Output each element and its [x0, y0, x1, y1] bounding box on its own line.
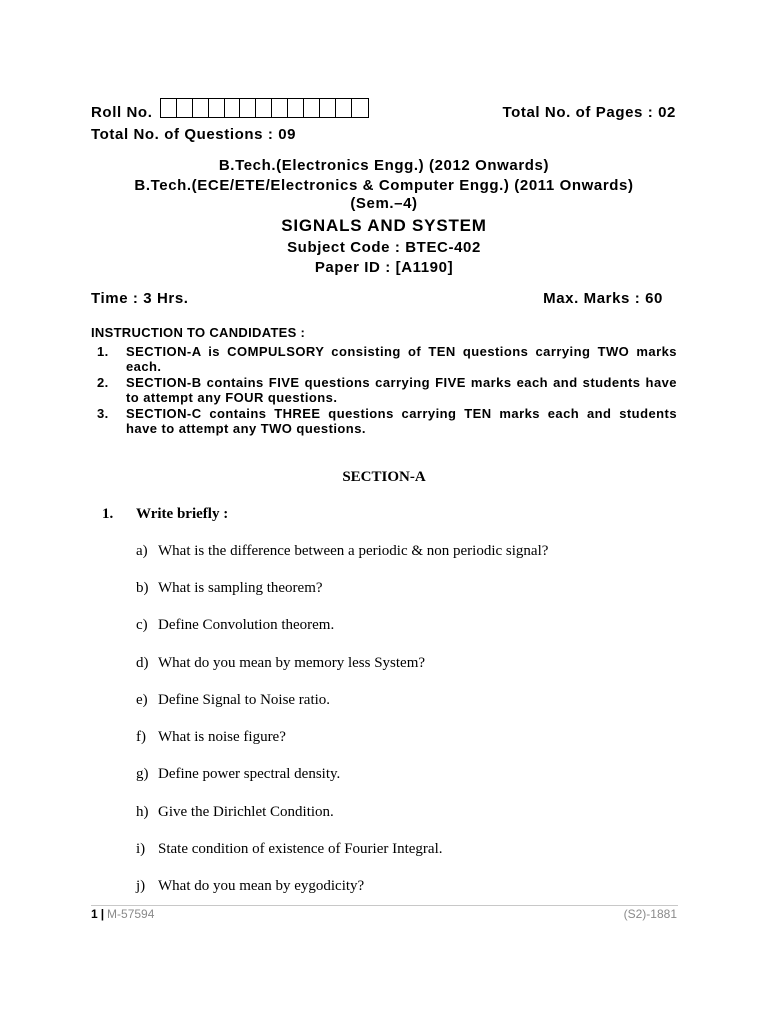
roll-number-digit-box[interactable] [304, 99, 320, 117]
roll-number-digit-box[interactable] [336, 99, 352, 117]
sub-question-text: What is noise figure? [158, 729, 286, 745]
semester: (Sem.–4) [350, 195, 418, 212]
roll-number-boxes[interactable] [160, 98, 369, 118]
course-line-1: B.Tech.(Electronics Engg.) (2012 Onwards) [218, 157, 550, 174]
paper-id: Paper ID : [A1190] [314, 259, 454, 276]
sub-question-text: Define power spectral density. [158, 766, 341, 782]
sub-question-text: What do you mean by eygodicity? [158, 878, 365, 894]
max-marks: Max. Marks : 60 [543, 290, 663, 307]
roll-number-digit-box[interactable] [161, 99, 177, 117]
instruction-text: SECTION-C contains THREE questions carrying TEN marks each and students have to attempt any TWO questions. [126, 406, 677, 436]
roll-number-digit-box[interactable] [288, 99, 304, 117]
roll-number-digit-box[interactable] [193, 99, 209, 117]
footer-separator: | [100, 907, 105, 921]
sub-question-label: b) [136, 580, 149, 596]
roll-number-digit-box[interactable] [352, 99, 368, 117]
instruction-number: 1. [97, 344, 109, 359]
instruction-item [91, 406, 677, 436]
footer-left [91, 907, 154, 921]
section-a-heading: SECTION-A [342, 469, 426, 485]
instruction-number: 3. [97, 406, 109, 421]
roll-number-digit-box[interactable] [272, 99, 288, 117]
roll-number-digit-box[interactable] [240, 99, 256, 117]
total-questions: Total No. of Questions : 09 [91, 126, 297, 143]
sub-question-text: Define Convolution theorem. [158, 617, 335, 633]
sub-question [136, 804, 334, 821]
sub-question [136, 766, 340, 783]
sub-question-label: j) [136, 878, 146, 894]
sub-question-text: What is the difference between a periodic & non periodic signal? [158, 543, 549, 559]
instruction-text: SECTION-A is COMPULSORY consisting of TEN questions carrying TWO marks each. [126, 344, 677, 374]
sub-question [136, 841, 443, 858]
question-title: Write briefly : [136, 506, 229, 522]
course-line-2: B.Tech.(ECE/ETE/Electronics & Computer Engg.) (2011 Onwards) [134, 177, 634, 194]
footer-divider [91, 905, 678, 906]
sub-question-label: a) [136, 543, 148, 559]
roll-number-digit-box[interactable] [225, 99, 241, 117]
footer-series-code: (S2)-1881 [623, 907, 677, 921]
sub-question-label: d) [136, 655, 149, 671]
exam-time: Time : 3 Hrs. [91, 290, 189, 307]
instruction-item [91, 375, 677, 405]
total-pages: Total No. of Pages : 02 [502, 104, 676, 121]
instruction-item [91, 344, 677, 374]
question-number: 1. [102, 506, 114, 522]
sub-question-label: c) [136, 617, 148, 633]
sub-question-text: What is sampling theorem? [158, 580, 323, 596]
sub-question [136, 543, 548, 560]
sub-question [136, 692, 330, 709]
sub-question [136, 580, 323, 597]
sub-question [136, 617, 334, 634]
instructions-title: INSTRUCTION TO CANDIDATES : [91, 325, 306, 340]
page-number: 1 [91, 907, 98, 921]
roll-number-digit-box[interactable] [256, 99, 272, 117]
sub-question-label: i) [136, 841, 146, 857]
sub-question-label: e) [136, 692, 148, 708]
sub-question [136, 729, 286, 746]
roll-number-digit-box[interactable] [320, 99, 336, 117]
footer-paper-code: M-57594 [107, 907, 155, 921]
sub-question-label: h) [136, 804, 149, 820]
subject-code: Subject Code : BTEC-402 [287, 239, 481, 256]
instruction-text: SECTION-B contains FIVE questions carrying FIVE marks each and students have to attempt any FOUR questions. [126, 375, 677, 405]
sub-question-text: What do you mean by memory less System? [158, 655, 426, 671]
sub-question-text: Give the Dirichlet Condition. [158, 804, 334, 820]
subject-title: SIGNALS AND SYSTEM [281, 216, 487, 235]
instruction-number: 2. [97, 375, 109, 390]
roll-number-digit-box[interactable] [209, 99, 225, 117]
sub-question [136, 655, 425, 672]
sub-question-label: f) [136, 729, 146, 745]
sub-question [136, 878, 364, 895]
sub-question-text: State condition of existence of Fourier Integral. [158, 841, 443, 857]
roll-number-digit-box[interactable] [177, 99, 193, 117]
sub-question-label: g) [136, 766, 149, 782]
roll-number-label: Roll No. [91, 104, 153, 121]
sub-question-text: Define Signal to Noise ratio. [158, 692, 331, 708]
